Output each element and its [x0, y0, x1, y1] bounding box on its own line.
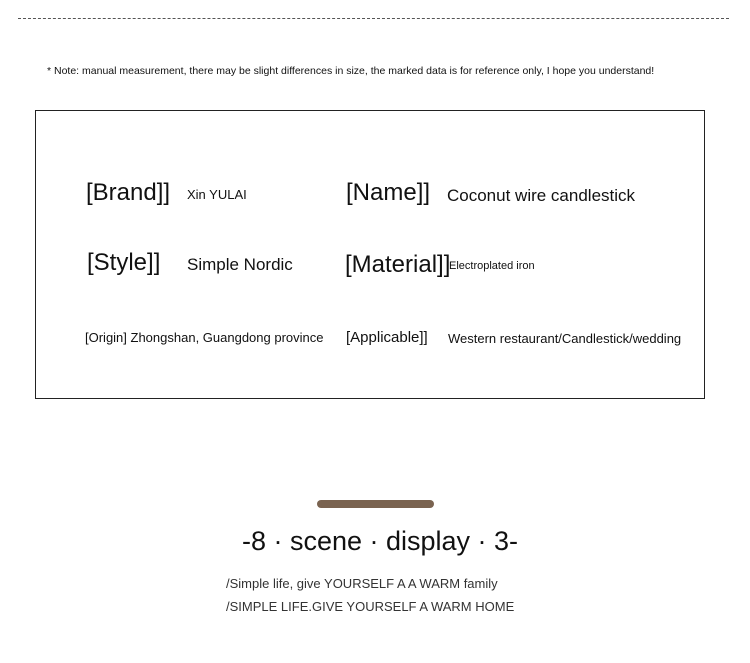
tagline-line-1: /Simple life, give YOURSELF A A WARM family	[226, 576, 498, 591]
section-title: -8 · scene · display · 3-	[241, 526, 519, 556]
brand-label: [Brand]]	[86, 179, 171, 206]
applicable-value: Western restaurant/Candlestick/wedding	[448, 331, 682, 346]
name-label: [Name]]	[346, 179, 431, 206]
name-value: Coconut wire candlestick	[447, 186, 636, 205]
brand-value: Xin YULAI	[187, 187, 247, 202]
style-value: Simple Nordic	[187, 255, 293, 274]
measurement-note: * Note: manual measurement, there may be slight differences in size, the marked data is for reference only, I hope you understand!	[47, 65, 655, 77]
material-value: Electroplated iron	[449, 260, 535, 272]
style-label: [Style]]	[87, 249, 161, 276]
applicable-label: [Applicable]]	[346, 329, 428, 346]
specification-box	[35, 110, 705, 399]
top-dashed-divider	[18, 18, 729, 19]
material-label: [Material]]	[345, 251, 451, 278]
origin-text: [Origin] Zhongshan, Guangdong province	[85, 330, 324, 345]
section-divider-bar	[317, 500, 434, 508]
tagline-line-2: /SIMPLE LIFE.GIVE YOURSELF A WARM HOME	[226, 599, 515, 614]
